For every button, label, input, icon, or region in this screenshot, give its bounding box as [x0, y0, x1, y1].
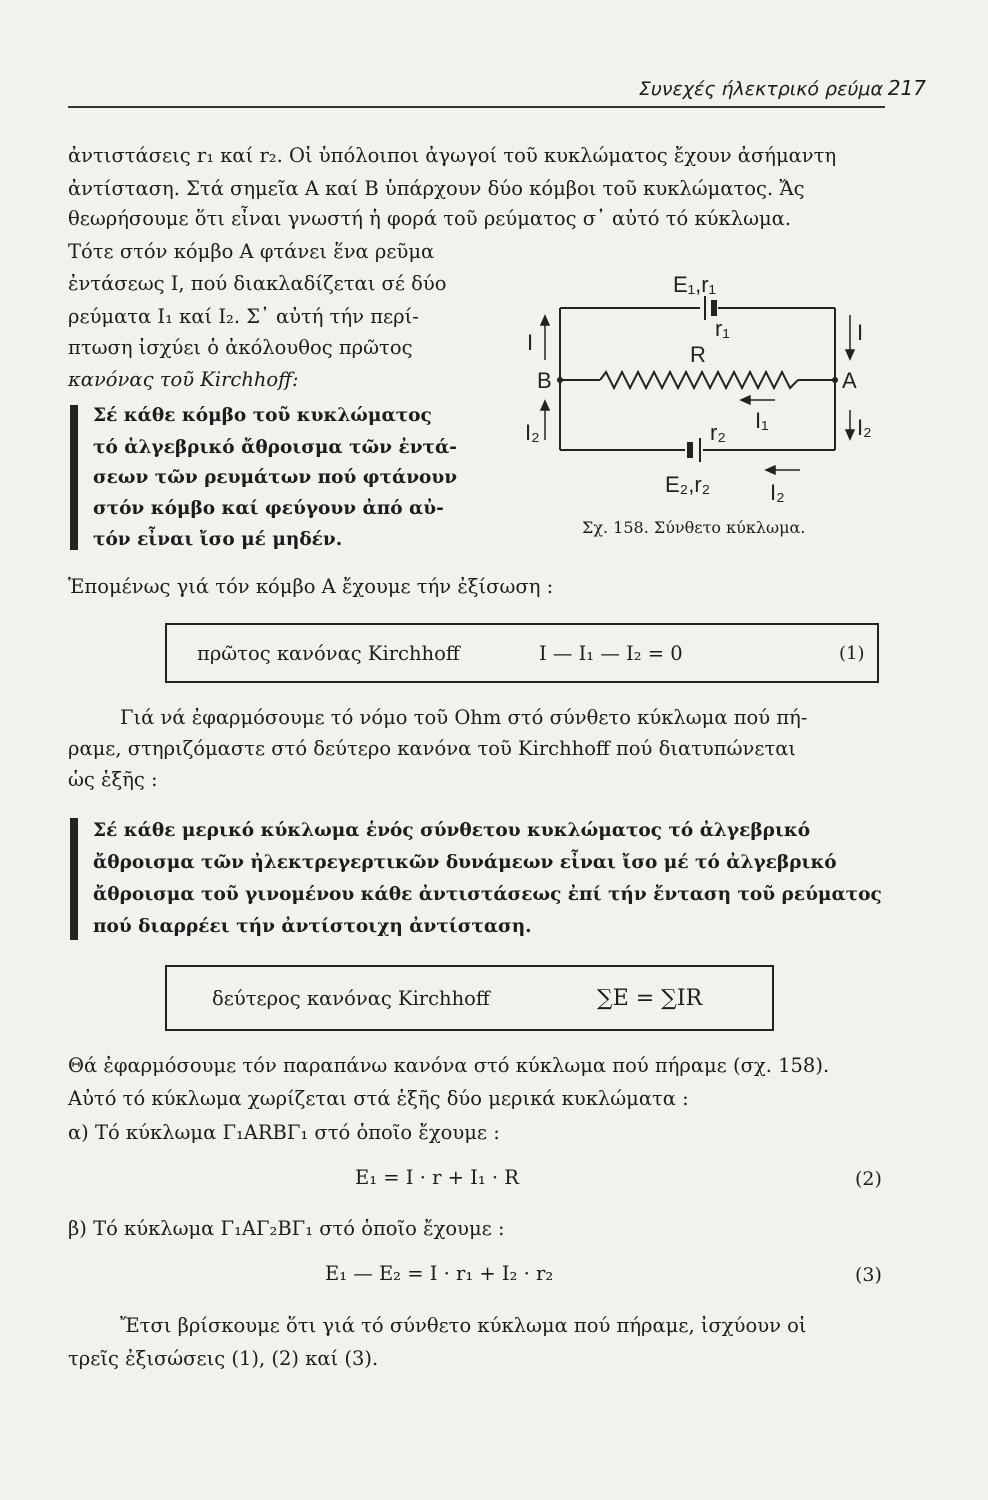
rule2-line: Σέ κάθε μερικό κύκλωμα ἑνός σύνθετου κυκλώματος τό ἀλγεβρικό	[93, 820, 811, 841]
first-rule-box	[165, 623, 879, 683]
label-I2-right: I₂	[857, 415, 872, 440]
rule1-line: Σέ κάθε κόμβο τοῦ κυκλώματος	[93, 405, 432, 426]
rule2-line: πού διαρρέει τήν ἀντίστοιχη ἀντίσταση.	[93, 916, 532, 937]
rule2-line: ἄθροισμα τῶν ἠλεκτρεγερτικῶν δυνάμεων εἶναι ἴσο μέ τό ἀλγεβρικό	[93, 852, 837, 873]
label-R: R	[690, 342, 706, 367]
label-I-right: I	[857, 320, 864, 345]
equation-3: E₁ — E₂ = I · r₁ + I₂ · r₂	[325, 1262, 554, 1285]
text-line: ρεύματα Ι₁ καί Ι₂. Σ᾽ αὐτή τήν περί-	[68, 305, 419, 328]
text-line: ραμε, στηριζόμαστε στό δεύτερο κανόνα τοῦ Kirchhoff πού διατυπώνεται	[68, 737, 797, 760]
label-A: A	[842, 368, 857, 393]
text-line: Γιά νά ἐφαρμόσουμε τό νόμο τοῦ Ohm στό σύνθετο κύκλωμα πού πή-	[120, 706, 808, 729]
header-rule	[68, 106, 885, 108]
rule1-line: τό ἀλγεβρικό ἄθροισμα τῶν ἐντά-	[93, 437, 457, 458]
rule1-line: σεων τῶν ρευμάτων πού φτάνουν	[93, 467, 458, 488]
box1-label: πρῶτος κανόνας Kirchhoff	[197, 641, 460, 665]
text-line: β) Τό κύκλωμα Γ₁ΑΓ₂ΒΓ₁ στό ὁποῖο ἔχουμε :	[68, 1217, 505, 1240]
equation-2: E₁ = I · r + I₁ · R	[355, 1166, 519, 1189]
text-line: Ἑπομένως γιά τόν κόμβο Α ἔχουμε τήν ἐξίσωση :	[68, 575, 554, 598]
running-header-title: Συνεχές ήλεκτρικό ρεύμα	[638, 78, 883, 100]
box1-eqnum: (1)	[839, 642, 865, 664]
rule1-line: τόν εἶναι ἴσο μέ μηδέν.	[93, 529, 343, 550]
label-I1: I₁	[755, 408, 769, 433]
figure-caption: Σχ. 158. Σύνθετο κύκλωμα.	[582, 518, 806, 537]
rule2-line: ἄθροισμα τοῦ γινομένου κάθε ἀντιστάσεως ἐπί τήν ἔνταση τοῦ ρεύματος	[93, 884, 882, 905]
box2-label: δεύτερος κανόνας Kirchhoff	[212, 986, 490, 1010]
text-line: τρεῖς ἐξισώσεις (1), (2) καί (3).	[68, 1347, 379, 1370]
text-line: θεωρήσουμε ὅτι εἶναι γνωστή ἡ φορά τοῦ ρεύματος σ᾽ αὐτό τό κύκλωμα.	[68, 207, 792, 230]
text-line: Ἔτσι βρίσκουμε ὅτι γιά τό σύνθετο κύκλωμα πού πήραμε, ἰσχύουν οἱ	[120, 1314, 807, 1337]
text-line: ἐντάσεως Ι, πού διακλαδίζεται σέ δύο	[68, 272, 447, 295]
label-e1r1: E₁,r₁	[673, 272, 716, 297]
rule-sidebar	[70, 818, 78, 940]
label-e2r2: E₂,r₂	[665, 472, 711, 497]
node-b-dot	[557, 377, 563, 383]
circuit-diagram	[505, 270, 875, 520]
battery1-plate	[711, 300, 717, 316]
equation-2-number: (2)	[855, 1168, 882, 1190]
rule-sidebar	[70, 405, 78, 550]
text-line: ἀντίσταση. Στά σημεῖα Α καί Β ὑπάρχουν δύο κόμβοι τοῦ κυκλώματος. Ἄς	[68, 177, 805, 200]
text-line: ὡς ἑξῆς :	[68, 768, 158, 791]
text-line: κανόνας τοῦ Kirchhoff:	[68, 368, 299, 391]
second-rule-box	[165, 965, 774, 1031]
text-line: Τότε στόν κόμβο Α φτάνει ἕνα ρεῦμα	[68, 240, 435, 263]
rule1-line: στόν κόμβο καί φεύγουν ἀπό αὐ-	[93, 498, 444, 519]
text-line: Θά ἐφαρμόσουμε τόν παραπάνω κανόνα στό κύκλωμα πού πήραμε (σχ. 158).	[68, 1054, 830, 1077]
label-I2-bottom: I₂	[770, 480, 785, 505]
label-I2-left: I₂	[525, 420, 540, 445]
battery2-plate	[687, 442, 693, 458]
node-a-dot	[832, 377, 838, 383]
label-B: B	[537, 368, 552, 393]
text-line: ἀντιστάσεις r₁ καί r₂. Οἱ ὑπόλοιποι ἀγωγοί τοῦ κυκλώματος ἔχουν ἀσήμαντη	[68, 144, 837, 167]
text-line: Αὐτό τό κύκλωμα χωρίζεται στά ἑξῆς δύο μερικά κυκλώματα :	[68, 1087, 689, 1110]
box1-formula: I — I₁ — I₂ = 0	[539, 641, 683, 665]
label-r1: r₁	[715, 316, 730, 341]
label-I-left: I	[527, 330, 534, 355]
text-line: α) Τό κύκλωμα Γ₁ΑRΒΓ₁ στό ὁποῖο ἔχουμε :	[68, 1121, 500, 1144]
box2-formula: ∑E = ∑IR	[597, 985, 703, 1011]
label-r2: r₂	[710, 420, 726, 445]
text-line: πτωση ἰσχύει ὁ ἀκόλουθος πρῶτος	[68, 336, 413, 359]
equation-3-number: (3)	[855, 1264, 882, 1286]
page-number: 217	[887, 76, 926, 100]
